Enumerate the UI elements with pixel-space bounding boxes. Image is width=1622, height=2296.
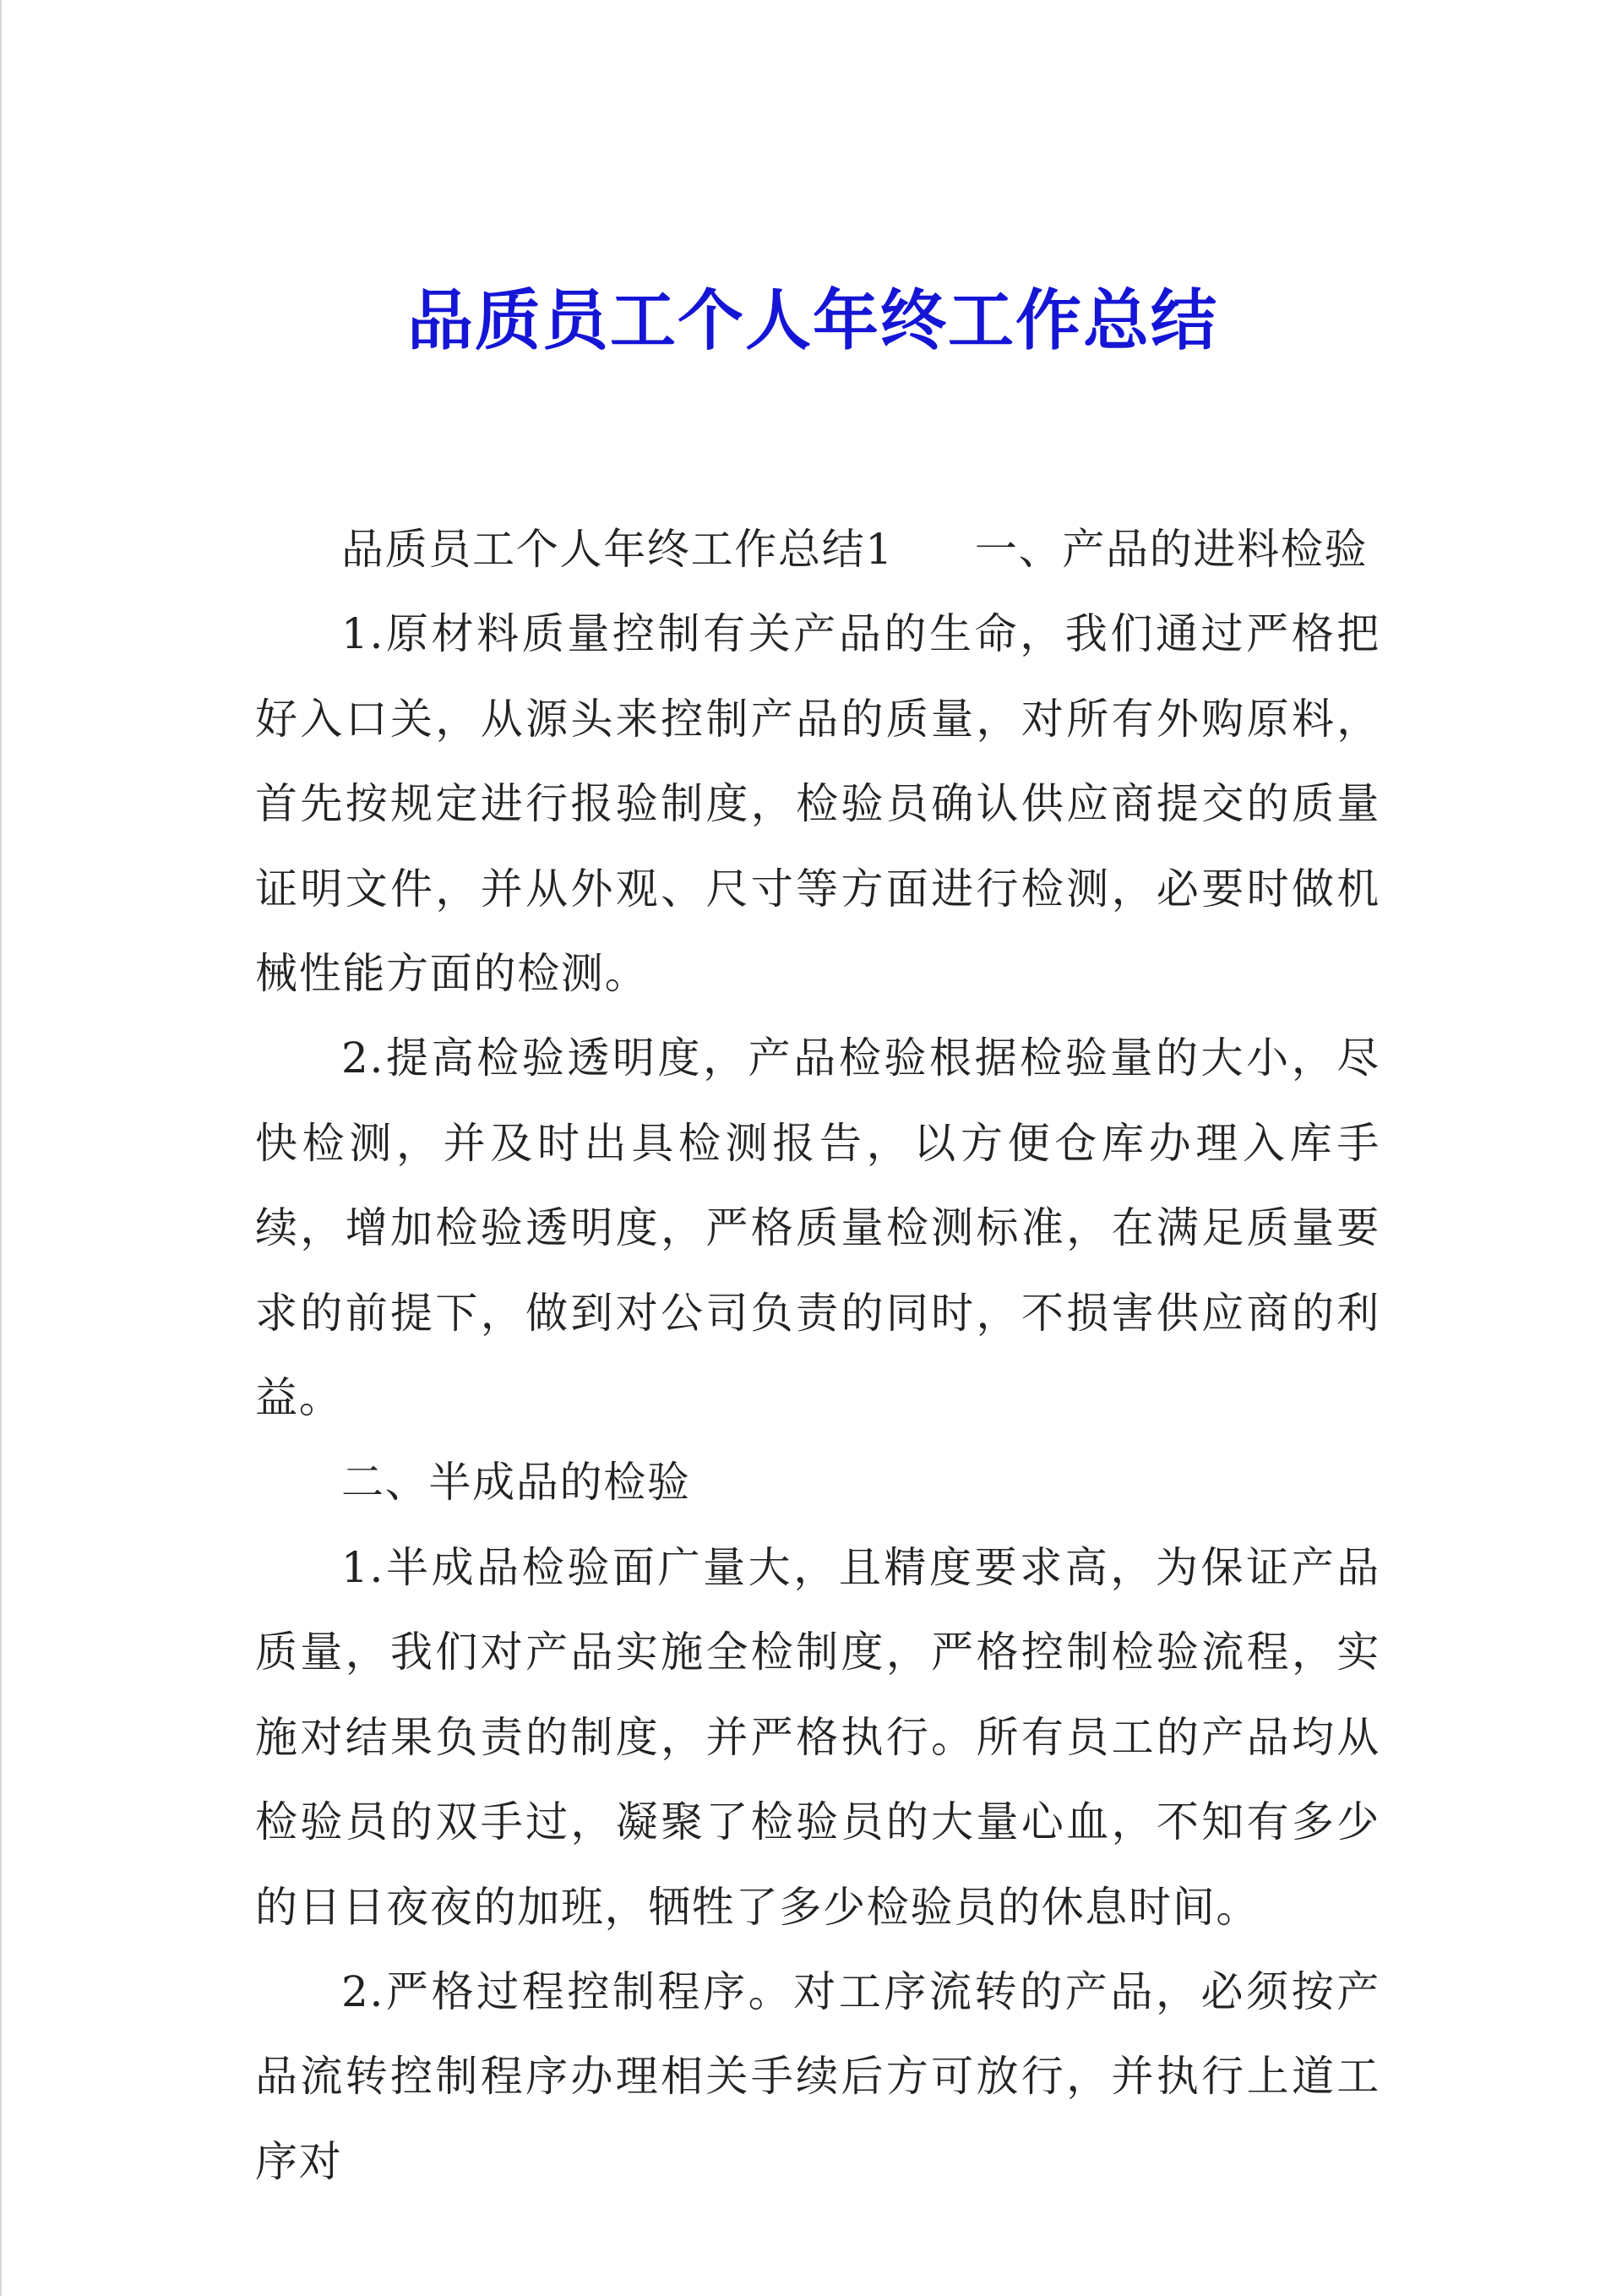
paragraph-3: 1.半成品检验面广量大，且精度要求高，为保证产品质量，我们对产品实施全检制度，严格控制检验流程，实施对结果负责的制度，并严格执行。所有员工的产品均从检验员的双手过，凝聚了检验员的大量心血，不知有多少的日日夜夜的加班，牺牲了多少检验员的休息时间。 [255, 1542, 1380, 1932]
paragraph-2: 2.提高检验透明度，产品检验根据检验量的大小，尽快检测，并及时出具检测报告，以方便仓库办理入库手续，增加检验透明度，严格质量检测标准，在满足质量要求的前提下，做到对公司负责的同时，不损害供应商的利益。 [255, 1033, 1380, 1423]
intro-line [255, 507, 1380, 592]
section2-heading: 二、半成品的检验 [341, 1458, 691, 1508]
section1-heading: 一、产品的进料检验 [974, 525, 1369, 574]
document-body [255, 507, 1380, 2204]
document-title: 品质员工个人年终工作总结 [406, 282, 1218, 359]
paragraph-1: 1.原材料质量控制有关产品的生命，我们通过严格把好入口关，从源头来控制产品的质量，对所有外购原料，首先按规定进行报验制度，检验员确认供应商提交的质量证明文件，并从外观、尺寸等方面进行检测，必要时做机械性能方面的检测。 [255, 609, 1380, 999]
intro-heading: 品质员工个人年终工作总结1 [341, 525, 894, 574]
paragraph-4: 2.严格过程控制程序。对工序流转的产品，必须按产品流转控制程序办理相关手续后方可放行，并执行上道工序对 [255, 1966, 1380, 2186]
